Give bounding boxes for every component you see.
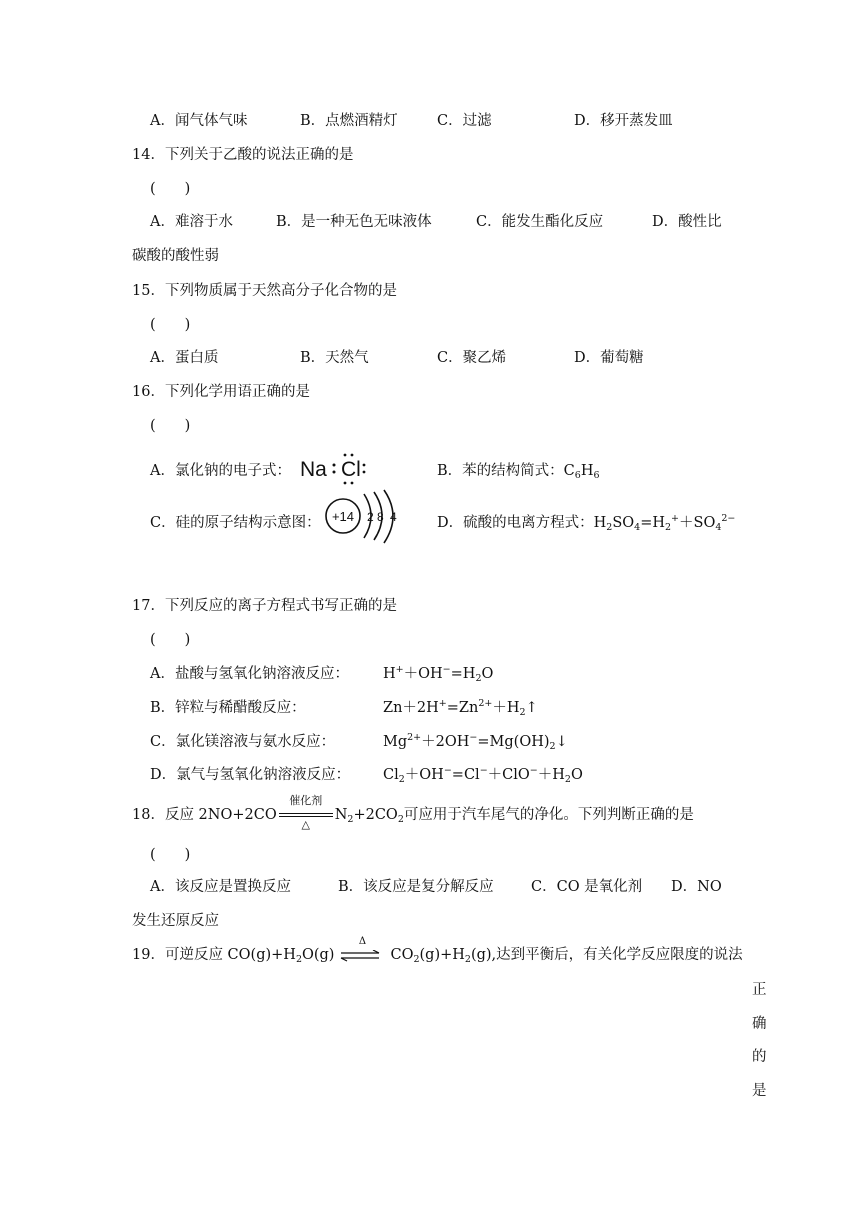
q19-reactants-tail: $_2$O(g)	[295, 947, 335, 965]
q13-option-c: C．过滤	[437, 113, 492, 129]
shell-2-count: 8	[377, 510, 384, 524]
q19-vertical-char-1: 正	[752, 982, 767, 998]
q19-reversible-arrow	[334, 936, 390, 965]
q18-option-d-continued: 发生还原反应	[132, 913, 219, 929]
q17-stem: 17．下列反应的离子方程式书写正确的是	[132, 598, 397, 614]
na-symbol: Na	[300, 458, 327, 481]
q15-option-a: A．蛋白质	[150, 350, 219, 366]
q18-option-d: D．NO	[671, 879, 722, 895]
q16-option-b	[437, 461, 600, 481]
q17-option-b-equation: $Zn+2H^+=Zn^{2+}+H_2↑$	[383, 698, 538, 718]
q16-answer-blank: ( )	[150, 418, 191, 434]
q18-option-a: A．该反应是置换反应	[150, 879, 291, 895]
q15-stem: 15．下列物质属于天然高分子化合物的是	[132, 283, 397, 299]
q18-option-c: C．CO 是氧化剂	[531, 879, 643, 895]
q19-stem-start: 19．可逆反应 CO(g)+H	[132, 947, 296, 963]
q14-option-a: A．难溶于水	[150, 214, 233, 230]
q14-option-d: D．酸性比	[652, 214, 722, 230]
nucleus-charge: +14	[331, 509, 355, 524]
silicon-atom-diagram	[320, 488, 406, 546]
q17-option-a-equation: $H^++OH^-=H_2O$	[383, 664, 494, 684]
q14-answer-blank: ( )	[150, 181, 191, 197]
q17-option-d-equation: $Cl_2+OH^-=Cl^-+ClO^-+H_2O$	[383, 765, 583, 785]
q18-answer-blank: ( )	[150, 847, 191, 863]
q19-vertical-char-4: 是	[752, 1083, 767, 1099]
q18-stem-end: 可应用于汽车尾气的净化。下列判断正确的是	[403, 807, 694, 823]
q15-answer-blank: ( )	[150, 317, 191, 333]
q16-option-a-label: A．氯化钠的电子式：	[150, 463, 291, 479]
q16-option-b-label: B．苯的结构简式：	[437, 463, 564, 479]
q18-option-b: B．该反应是复分解反应	[338, 879, 494, 895]
benzene-formula: $C_6H_6$	[563, 463, 600, 481]
q18-heat-label: △	[301, 818, 310, 831]
q13-option-b: B．点燃酒精灯	[300, 113, 398, 129]
nacl-electron-formula	[298, 450, 378, 488]
q14-option-b: B．是一种无色无味液体	[276, 214, 432, 230]
q17-option-d-label: D．氯气与氢氧化钠溶液反应：	[150, 767, 351, 783]
q15-option-d: D．葡萄糖	[574, 350, 644, 366]
q14-stem: 14．下列关于乙酸的说法正确的是	[132, 147, 354, 163]
q16-option-d	[437, 513, 735, 533]
cl-symbol: Cl	[341, 458, 361, 481]
q19-vertical-char-3: 的	[752, 1049, 767, 1065]
q18-stem	[132, 794, 694, 831]
q14-option-d-continued: 碳酸的酸性弱	[132, 248, 219, 264]
q17-option-b-label: B．锌粒与稀醋酸反应：	[150, 700, 306, 716]
q19-stem	[132, 936, 743, 965]
q19-arrow-label: Δ	[358, 936, 367, 947]
sulfuric-acid-ionization: $H_2SO_4=H_2^++SO_4^{2-}$	[593, 513, 736, 533]
q15-option-c: C．聚乙烯	[437, 350, 507, 366]
q16-option-c	[150, 513, 321, 533]
q18-catalyst-label: 催化剂	[289, 794, 323, 807]
q13-option-d: D．移开蒸发皿	[574, 113, 673, 129]
q17-option-a-label: A．盐酸与氢氧化钠溶液反应：	[150, 666, 349, 682]
q18-products: $N_2+2CO_2$	[334, 807, 404, 825]
q18-catalyst-arrow	[277, 794, 335, 831]
shell-1-count: 2	[367, 510, 374, 524]
q16-option-d-label: D．硫酸的电离方程式：	[437, 515, 594, 531]
q18-stem-start: 18．反应 2NO+2CO	[132, 807, 277, 823]
q17-answer-blank: ( )	[150, 632, 191, 648]
q14-option-c: C．能发生酯化反应	[476, 214, 604, 230]
q17-option-c-equation: $Mg^{2+}+2OH^-=Mg(OH)_2↓$	[383, 732, 568, 752]
q16-option-c-label: C．硅的原子结构示意图：	[150, 515, 321, 531]
q19-products: $CO_2(g)+H_2(g)$	[390, 947, 492, 965]
shell-3-count: 4	[390, 510, 397, 524]
q16-option-a	[150, 461, 291, 481]
q13-option-a: A．闻气体气味	[150, 113, 248, 129]
q17-option-c-label: C．氯化镁溶液与氨水反应：	[150, 734, 336, 750]
q19-vertical-char-2: 确	[752, 1016, 767, 1032]
q15-option-b: B．天然气	[300, 350, 369, 366]
q16-stem: 16．下列化学用语正确的是	[132, 384, 310, 400]
q19-stem-end: ,达到平衡后，有关化学反应限度的说法	[491, 947, 743, 963]
